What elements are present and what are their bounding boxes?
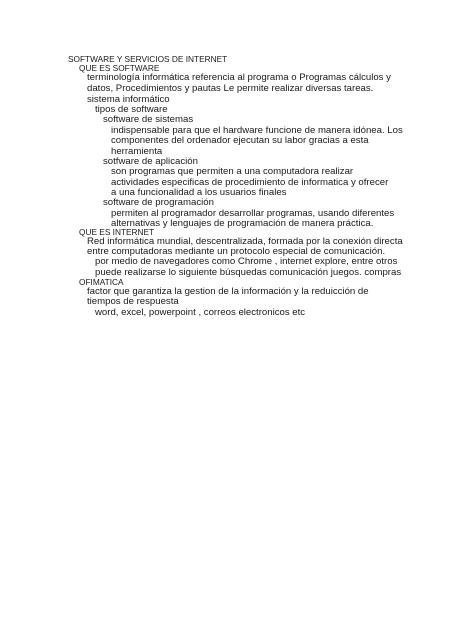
text-line: puede realizarse lo siguiente búsquedas comunicación juegos. compras [95,267,402,278]
text-line: entre computadoras mediante un protocolo especial de comunicación. [87,246,386,257]
text-line: Red informática mundial, descentralizada, formada por la conexión directa [87,236,403,247]
text-line: son programas que permiten a una computadora realizar [111,166,354,177]
text-line: tiempos de respuesta [87,296,179,307]
text-line: alternativas y lenguajes de programación de manera práctica. [111,218,374,229]
text-line: word, excel, powerpoint , correos electronicos etc [95,307,306,318]
text-line: datos, Procedimientos y pautas Le permite realizar diversas tareas. [87,83,374,94]
text-line: por medio de navegadores como Chrome , internet explore, entre otros [95,256,398,267]
heading-software: QUE ES SOFTWARE [79,63,160,73]
heading-ofimatica: OFIMATICA [79,277,124,287]
text-line: componentes del ordenador ejecutan su labor gracias a esta [111,135,369,146]
text-line: terminología informática referencia al programa o Programas cálculos y [87,72,391,83]
text-line: a una funcionalidad a los usuarios finales [111,187,287,198]
text-line: indispensable para que el hardware funcione de manera idónea. Los [111,125,403,136]
text-line: herramienta [111,146,163,157]
document-title: SOFTWARE Y SERVICIOS DE INTERNET [68,54,228,64]
text-line: sistema informático [87,94,170,105]
text-line: factor que garantiza la gestion de la información y la reduicción de [87,286,369,297]
text-line: software de sistemas [103,114,194,125]
text-line: actividades especificas de procedimiento de informatica y ofrecer [111,177,389,188]
text-line: sotfware de aplicación [103,156,198,167]
text-line: software de programación [103,197,214,208]
text-line: tipos de software [95,104,168,115]
text-line: permiten al programador desarrollar programas, usando diferentes [111,208,395,219]
heading-internet: QUE ES INTERNET [79,227,155,237]
